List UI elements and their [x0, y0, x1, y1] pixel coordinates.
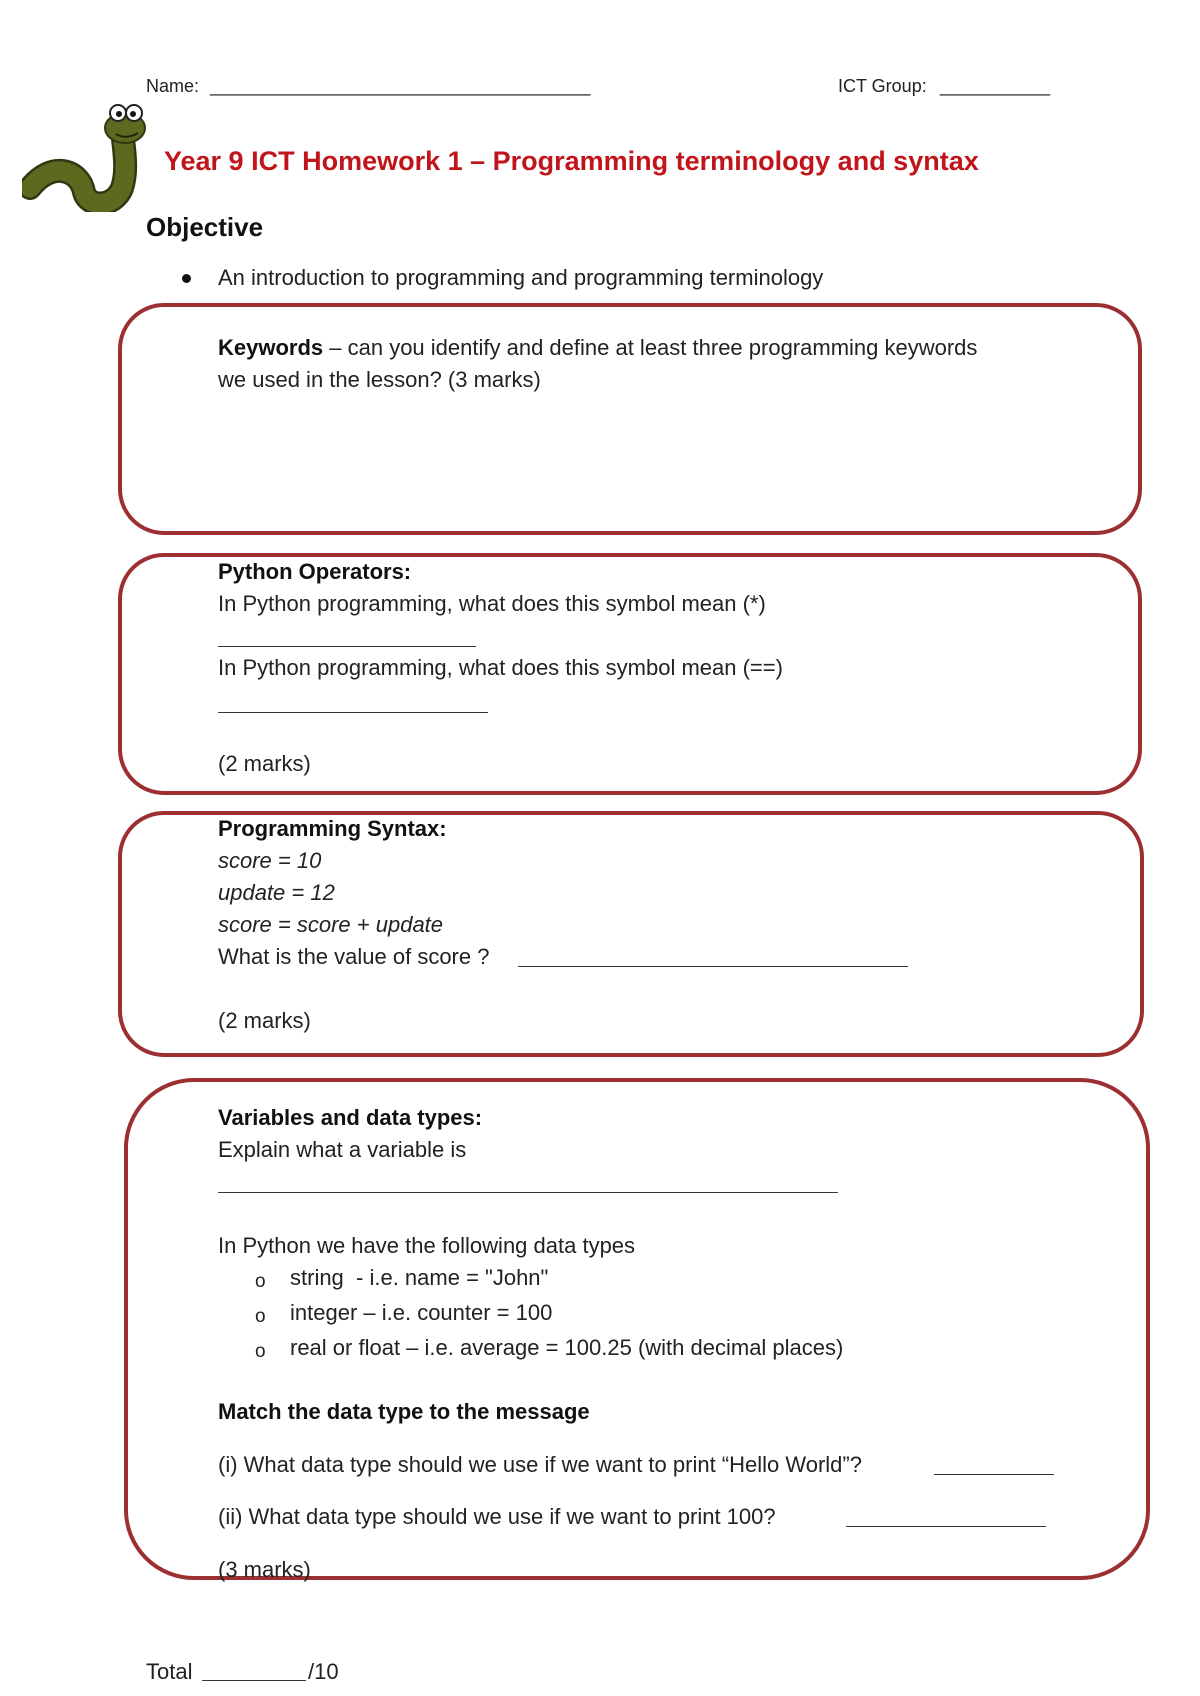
total-answer-line[interactable] — [202, 1680, 306, 1681]
bullet-icon — [182, 274, 191, 283]
match-q1: (i) What data type should we use if we want to print “Hello World”? — [218, 1452, 862, 1477]
total-suffix: /10 — [308, 1659, 339, 1684]
syntax-code3: score = score + update — [218, 912, 444, 937]
operators-answer1-line[interactable] — [218, 646, 476, 647]
objective-bullet: An introduction to programming and programming terminology — [218, 265, 824, 290]
match-heading: Match the data type to the message — [218, 1399, 590, 1424]
keywords-label: Keywords — [218, 335, 324, 360]
page-title: Year 9 ICT Homework 1 – Programming terminology and syntax — [164, 146, 979, 176]
operators-heading: Python Operators: — [218, 559, 412, 584]
match-q2: (ii) What data type should we use if we want to print 100? — [218, 1504, 776, 1529]
variables-explain: Explain what a variable is — [218, 1137, 467, 1162]
keywords-line1 — [218, 332, 977, 364]
circle-bullet-icon: o — [255, 1271, 266, 1292]
keywords-line2: we used in the lesson? (3 marks) — [218, 367, 541, 392]
operators-marks: (2 marks) — [218, 751, 311, 776]
variables-heading: Variables and data types: — [218, 1105, 483, 1130]
operators-q1: In Python programming, what does this symbol mean (*) — [218, 591, 766, 616]
variables-marks: (3 marks) — [218, 1557, 311, 1582]
syntax-answer-line[interactable] — [518, 966, 908, 967]
name-label: Name: — [146, 76, 200, 96]
operators-answer2-line[interactable] — [218, 712, 488, 713]
syntax-code2: update = 12 — [218, 880, 335, 905]
circle-bullet-icon: o — [255, 1341, 266, 1362]
variables-answer-line[interactable] — [218, 1192, 838, 1193]
syntax-code1: score = 10 — [218, 848, 322, 873]
syntax-marks: (2 marks) — [218, 1008, 311, 1033]
data-type-float: real or float – i.e. average = 100.25 (with decimal places) — [290, 1335, 844, 1360]
match-answer2-line[interactable] — [846, 1526, 1046, 1527]
total-label: Total — [146, 1659, 193, 1684]
syntax-heading: Programming Syntax: — [218, 816, 447, 841]
ict-group-blank[interactable]: ___________ — [940, 76, 1051, 96]
snake-icon — [22, 100, 152, 212]
data-type-string: string - i.e. name = "John" — [290, 1265, 549, 1290]
ict-group-label: ICT Group: — [838, 76, 927, 96]
syntax-question: What is the value of score ? — [218, 944, 490, 969]
match-answer1-line[interactable] — [934, 1474, 1054, 1475]
operators-q2: In Python programming, what does this symbol mean (==) — [218, 655, 783, 680]
circle-bullet-icon: o — [255, 1306, 266, 1327]
objective-heading: Objective — [146, 212, 264, 242]
name-blank[interactable]: ______________________________________ — [210, 76, 591, 96]
variables-intro: In Python we have the following data types — [218, 1233, 636, 1258]
keywords-text: – can you identify and define at least three programming keywords — [323, 335, 978, 360]
data-type-integer: integer – i.e. counter = 100 — [290, 1300, 553, 1325]
